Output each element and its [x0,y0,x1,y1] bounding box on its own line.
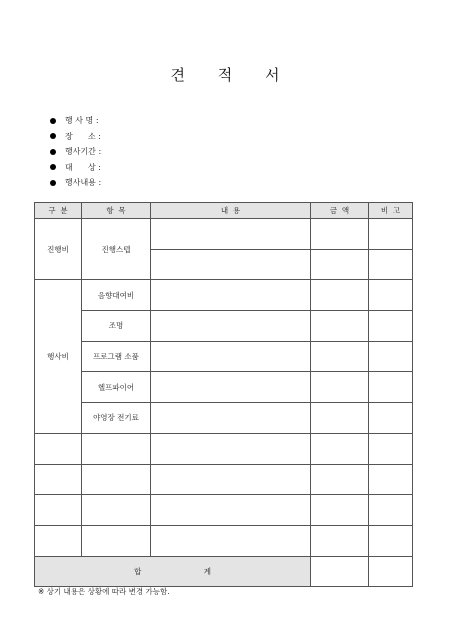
header-remarks: 비 고 [369,203,413,219]
info-label: 대 상 : [65,162,101,172]
content-cell[interactable] [151,464,311,495]
remarks-cell[interactable] [369,249,413,280]
bullet-icon [50,180,56,186]
content-cell[interactable] [151,433,311,464]
item-cell: 진행스텝 [82,219,151,280]
info-item-period [50,144,101,160]
content-cell[interactable] [151,341,311,372]
info-item-venue [50,129,101,145]
category-cell[interactable] [35,525,82,556]
category-cell[interactable] [35,433,82,464]
category-cell[interactable] [35,464,82,495]
content-cell[interactable] [151,311,311,342]
table-row [35,372,413,403]
info-label: 행 사 명 : [65,116,99,126]
bullet-icon [50,164,56,170]
info-item-event-name [50,113,101,129]
total-amount-cell[interactable] [311,556,369,586]
header-category: 구 분 [35,203,82,219]
total-remarks-cell[interactable] [369,556,413,586]
table-row [35,219,413,250]
item-cell[interactable] [82,464,151,495]
info-item-target [50,160,101,176]
table-row [35,341,413,372]
item-cell: 조명 [82,311,151,342]
event-info-list [50,113,101,191]
content-cell[interactable] [151,495,311,526]
item-cell[interactable] [82,525,151,556]
total-label: 합 계 [35,556,311,586]
item-cell: 야영장 전기료 [82,403,151,434]
estimate-table [34,202,413,587]
amount-cell[interactable] [311,249,369,280]
amount-cell[interactable] [311,464,369,495]
remarks-cell[interactable] [369,341,413,372]
remarks-cell[interactable] [369,525,413,556]
item-cell[interactable] [82,433,151,464]
amount-cell[interactable] [311,311,369,342]
header-content: 내 용 [151,203,311,219]
amount-cell[interactable] [311,280,369,311]
bullet-icon [50,149,56,155]
document-title: 견 적 서 [170,66,294,84]
remarks-cell[interactable] [369,372,413,403]
remarks-cell[interactable] [369,403,413,434]
content-cell[interactable] [151,280,311,311]
item-cell: 프로그램 소품 [82,341,151,372]
amount-cell[interactable] [311,372,369,403]
category-cell: 진행비 [35,219,82,280]
item-cell: 헬프파이어 [82,372,151,403]
remarks-cell[interactable] [369,311,413,342]
amount-cell[interactable] [311,525,369,556]
content-cell[interactable] [151,525,311,556]
amount-cell[interactable] [311,341,369,372]
remarks-cell[interactable] [369,219,413,250]
info-label: 장 소 : [65,131,101,141]
table-row [35,525,413,556]
table-row [35,433,413,464]
content-cell[interactable] [151,219,311,250]
header-amount: 금 액 [311,203,369,219]
total-row [35,556,413,586]
content-cell[interactable] [151,403,311,434]
remarks-cell[interactable] [369,464,413,495]
amount-cell[interactable] [311,403,369,434]
content-cell[interactable] [151,249,311,280]
amount-cell[interactable] [311,495,369,526]
table-header-row [35,203,413,219]
item-cell: 음향대여비 [82,280,151,311]
bullet-icon [50,133,56,139]
remarks-cell[interactable] [369,280,413,311]
table-row [35,464,413,495]
info-label: 행사기간 : [65,147,102,157]
table-row [35,403,413,434]
item-cell[interactable] [82,495,151,526]
content-cell[interactable] [151,372,311,403]
info-label: 행사내용 : [65,178,102,188]
amount-cell[interactable] [311,219,369,250]
table-row [35,311,413,342]
remarks-cell[interactable] [369,433,413,464]
category-cell: 행사비 [35,280,82,433]
table-row [35,280,413,311]
bullet-icon [50,118,56,124]
amount-cell[interactable] [311,433,369,464]
category-cell[interactable] [35,495,82,526]
footnote: ※ 상기 내용은 상황에 따라 변경 가능함. [38,587,170,596]
table-row [35,495,413,526]
header-item: 항 목 [82,203,151,219]
remarks-cell[interactable] [369,495,413,526]
info-item-content [50,175,101,191]
